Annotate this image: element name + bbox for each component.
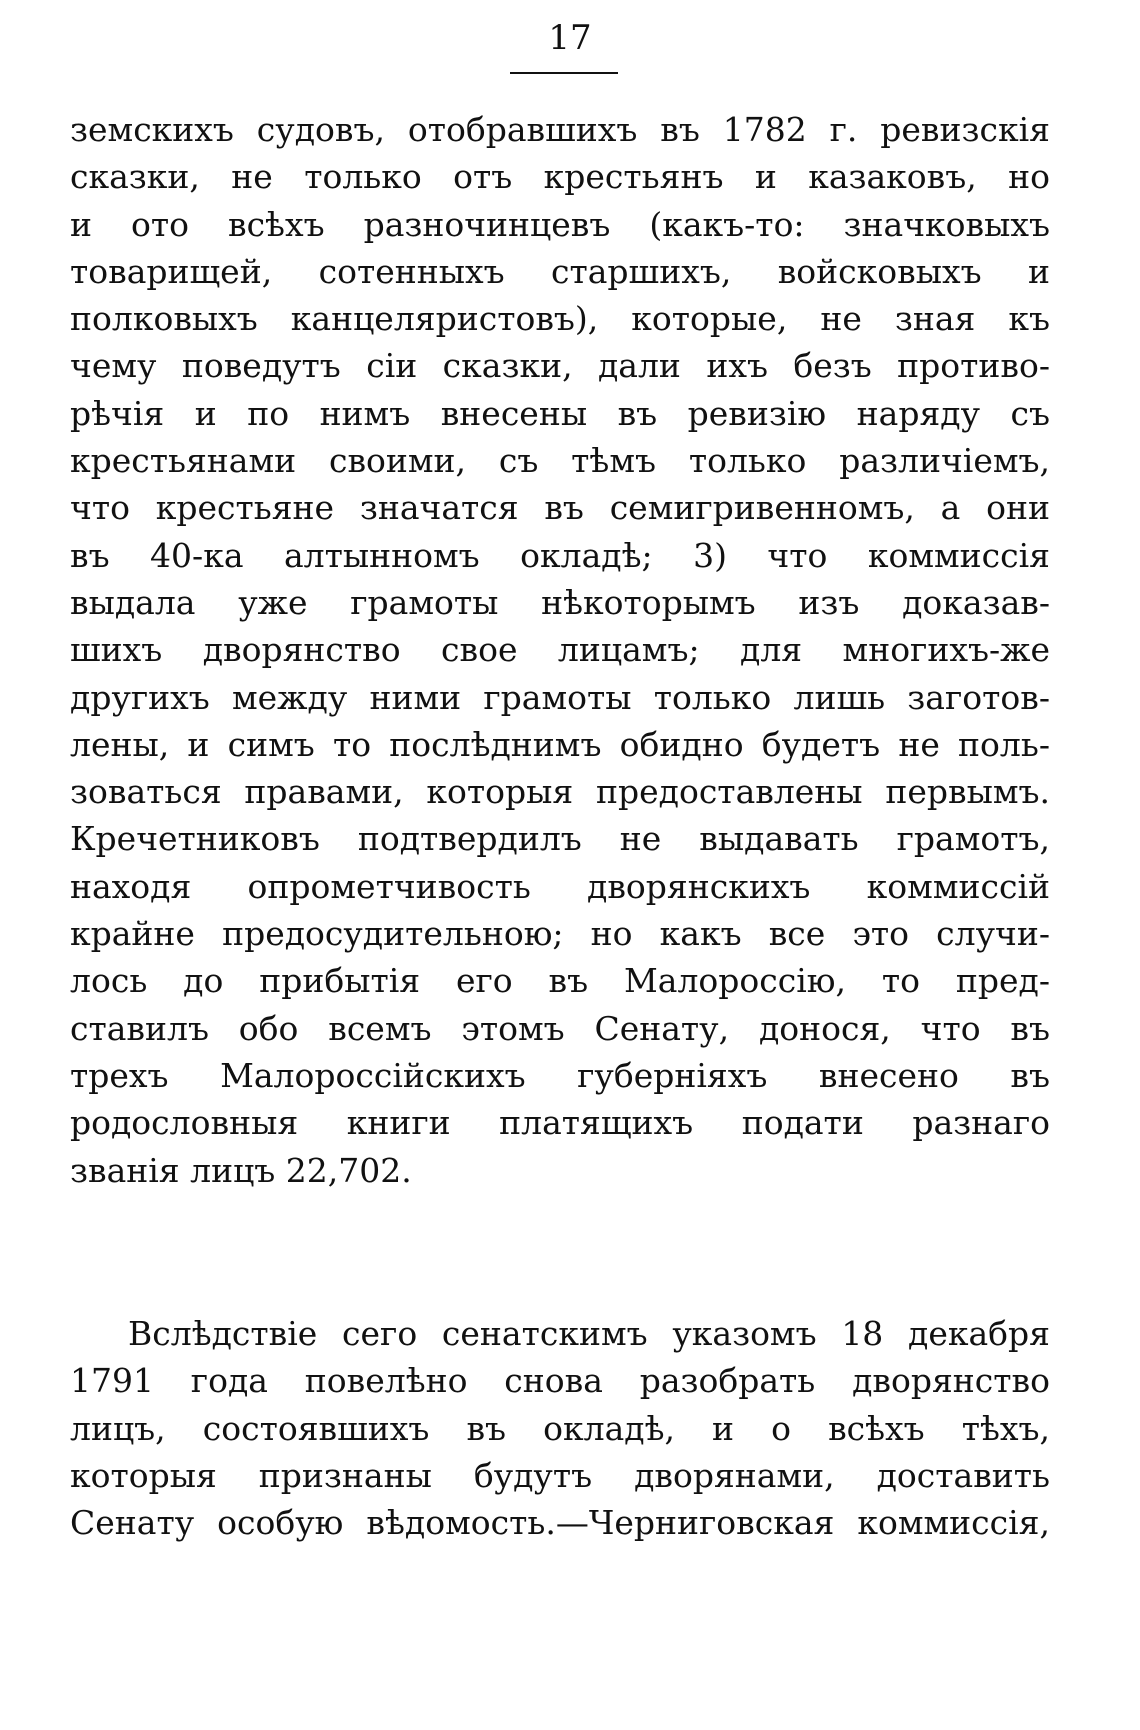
text-line: лены, и симъ то послѣднимъ обидно будетъ не поль- bbox=[70, 724, 1050, 764]
header-rule bbox=[510, 72, 618, 74]
text-line: которыя признаны будутъ дворянами, доставить bbox=[70, 1455, 1050, 1495]
text-line: Вслѣдствіе сего сенатскимъ указомъ 18 декабря bbox=[128, 1314, 1050, 1353]
text-line: другихъ между ними грамоты только лишь заготов- bbox=[70, 677, 1050, 717]
text-line: чему поведутъ сіи сказки, дали ихъ безъ противо- bbox=[70, 346, 1050, 386]
text-line: зоваться правами, которыя предоставлены первымъ. bbox=[70, 772, 1050, 812]
text-line: рѣчія и по нимъ внесены въ ревизію наряду съ bbox=[70, 393, 1050, 433]
text-line: шихъ дворянство свое лицамъ; для многихъ-же bbox=[70, 630, 1050, 670]
text-line: въ 40-ка алтынномъ окладѣ; 3) что коммиссія bbox=[70, 535, 1050, 575]
text-line: родословныя книги платящихъ подати разнаго bbox=[70, 1103, 1050, 1143]
text-line: и ото всѣхъ разночинцевъ (какъ-то: значковыхъ bbox=[70, 204, 1050, 244]
text-line: находя опрометчивость дворянскихъ коммиссій bbox=[70, 866, 1050, 906]
text-line: полковыхъ канцеляристовъ), которые, не зная къ bbox=[70, 299, 1050, 339]
paragraph-1 bbox=[70, 106, 1050, 1194]
text-line: товарищей, сотенныхъ старшихъ, войсковыхъ и bbox=[70, 251, 1050, 291]
text-line: Сенату особую вѣдомость.—Черниговская коммиссія, bbox=[70, 1503, 1050, 1543]
text-line: 1791 года повелѣно снова разобрать дворянство bbox=[70, 1361, 1050, 1401]
text-line: лось до прибытія его въ Малороссію, то пред- bbox=[70, 961, 1050, 1001]
text-line: Кречетниковъ подтвердилъ не выдавать грамотъ, bbox=[70, 819, 1050, 859]
text-line: земскихъ судовъ, отобравшихъ въ 1782 г. ревизскія bbox=[70, 110, 1050, 149]
text-line: трехъ Малороссійскихъ губерніяхъ внесено въ bbox=[70, 1055, 1050, 1095]
text-line: крайне предосудительною; но какъ все это случи- bbox=[70, 914, 1050, 954]
text-line: крестьянами своими, съ тѣмъ только различіемъ, bbox=[70, 441, 1050, 481]
text-line: званія лицъ 22,702. bbox=[70, 1150, 412, 1190]
text-line: ставилъ обо всемъ этомъ Сенату, донося, что въ bbox=[70, 1008, 1050, 1048]
text-line: сказки, не только отъ крестьянъ и казаковъ, но bbox=[70, 157, 1050, 197]
page-number: 17 bbox=[548, 18, 592, 58]
text-line: выдала уже грамоты нѣкоторымъ изъ доказав- bbox=[70, 582, 1050, 622]
text-line: что крестьяне значатся въ семигривенномъ, а они bbox=[70, 488, 1050, 528]
paragraph-2 bbox=[70, 1310, 1050, 1546]
text-line: лицъ, состоявшихъ въ окладѣ, и о всѣхъ тѣхъ, bbox=[70, 1408, 1050, 1448]
